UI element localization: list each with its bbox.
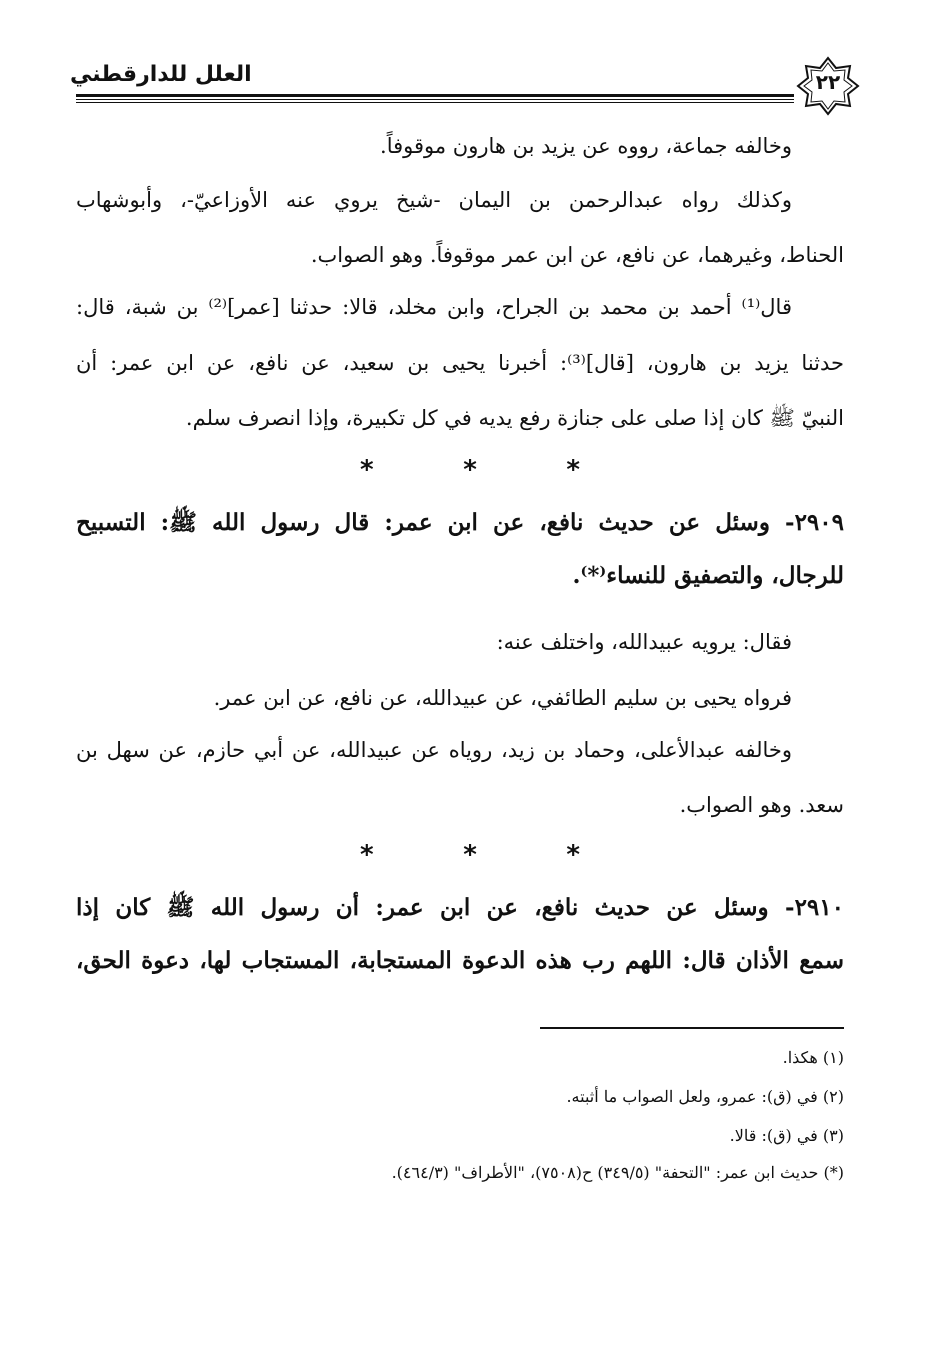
text-line: النبيّ ﷺ كان إذا صلى على جنازة رفع يديه في كل تكبيرة، وإذا انصرف سلم. — [185, 406, 844, 430]
text-line: وخالفه جماعة، رووه عن يزيد بن هارون موقوفاً. — [380, 134, 792, 158]
text-line: قال⁽¹⁾ أحمد بن محمد بن الجراح، وابن مخلد، قالا: حدثنا [عمر]⁽²⁾ بن شبة، قال: — [76, 295, 792, 319]
page-number: ٢٢ — [815, 70, 841, 94]
section-separator — [360, 840, 580, 870]
text-line: وكذلك رواه عبدالرحمن بن اليمان -شيخ يروي عنه الأوزاعيّ-، وأبوشهاب — [76, 188, 792, 212]
footnote: (٣) في (ق): قالا. — [729, 1126, 844, 1145]
footnote-divider — [540, 1027, 844, 1029]
book-title: العلل للدارقطني — [70, 62, 252, 87]
question-heading: ٢٩٠٩- وسئل عن حديث نافع، عن ابن عمر: قال رسول الله ﷺ: التسبيح — [76, 509, 844, 536]
separator-star: * — [463, 455, 477, 485]
page-number-badge — [796, 56, 860, 116]
text-line: فقال: يرويه عبيدالله، واختلف عنه: — [496, 630, 792, 654]
separator-star: * — [360, 840, 374, 870]
page-header — [70, 56, 860, 116]
footnote: (٢) في (ق): عمرو، ولعل الصواب ما أثبته. — [566, 1087, 844, 1106]
footnote: (*) حديث ابن عمر: "التحفة" (٣٤٩/٥) ح(٧٥٠٨)، "الأطراف" (٤٦٤/٣). — [391, 1163, 844, 1182]
separator-star: * — [566, 455, 580, 485]
question-heading: سمع الأذان قال: اللهم رب هذه الدعوة المستجابة، المستجاب لها، دعوة الحق، — [76, 947, 844, 974]
header-rule — [76, 94, 794, 103]
separator-star: * — [463, 840, 477, 870]
text-line: الحناط، وغيرهما، عن نافع، عن ابن عمر موقوفاً. وهو الصواب. — [310, 243, 844, 267]
text-line: سعد. وهو الصواب. — [679, 793, 844, 817]
question-heading: للرجال، والتصفيق للنساء⁽*⁾. — [572, 562, 844, 589]
separator-star: * — [360, 455, 374, 485]
question-heading: ٢٩١٠- وسئل عن حديث نافع، عن ابن عمر: أن رسول الله ﷺ كان إذا — [76, 894, 844, 921]
text-line: حدثنا يزيد بن هارون، [قال]⁽³⁾: أخبرنا يحيى بن سعيد، عن نافع، عن ابن عمر: أن — [76, 351, 845, 375]
section-separator — [360, 455, 580, 485]
separator-star: * — [566, 840, 580, 870]
footnote: (١) هكذا. — [782, 1048, 844, 1067]
text-line: فرواه يحيى بن سليم الطائفي، عن عبيدالله، عن نافع، عن ابن عمر. — [213, 686, 792, 710]
text-line: وخالفه عبدالأعلى، وحماد بن زيد، روياه عن عبيدالله، عن أبي حازم، عن سهل بن — [76, 738, 792, 762]
